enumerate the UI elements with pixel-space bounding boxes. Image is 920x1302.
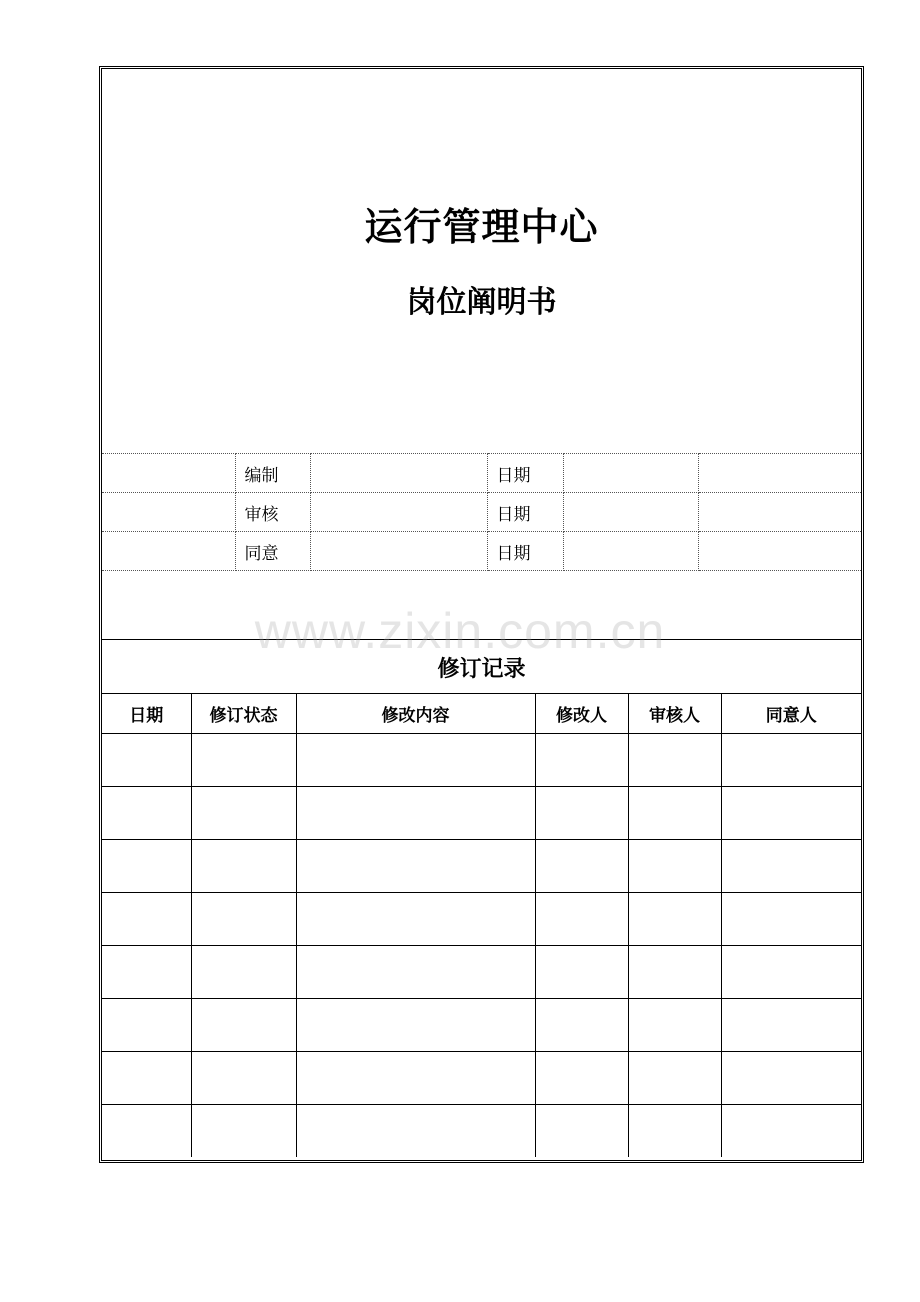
blank-cell <box>102 532 235 571</box>
date-label: 日期 <box>487 454 563 493</box>
signature-field[interactable] <box>310 454 487 493</box>
cover-section <box>102 69 861 640</box>
column-header: 同意人 <box>721 693 861 733</box>
table-cell[interactable] <box>535 786 628 839</box>
table-cell[interactable] <box>296 786 535 839</box>
table-row <box>102 1104 861 1157</box>
table-row <box>102 945 861 998</box>
table-cell[interactable] <box>102 945 191 998</box>
table-cell[interactable] <box>296 998 535 1051</box>
table-cell[interactable] <box>296 733 535 786</box>
table-cell[interactable] <box>191 998 296 1051</box>
table-row <box>102 1051 861 1104</box>
table-row <box>102 786 861 839</box>
sign-off-row <box>102 532 861 571</box>
document-subtitle: 岗位阐明书 <box>406 285 557 320</box>
table-cell[interactable] <box>628 733 721 786</box>
date-field[interactable] <box>563 532 698 571</box>
table-cell[interactable] <box>535 839 628 892</box>
signature-field[interactable] <box>310 493 487 532</box>
table-cell[interactable] <box>102 839 191 892</box>
table-row <box>102 839 861 892</box>
table-cell[interactable] <box>721 1104 861 1157</box>
date-field[interactable] <box>563 493 698 532</box>
table-cell[interactable] <box>191 1051 296 1104</box>
table-cell[interactable] <box>628 892 721 945</box>
revision-caption: 修订记录 <box>102 642 861 693</box>
table-cell[interactable] <box>535 1104 628 1157</box>
date-field[interactable] <box>563 454 698 493</box>
blank-cell <box>698 532 861 571</box>
role-label: 同意 <box>235 532 310 571</box>
table-cell[interactable] <box>721 786 861 839</box>
table-cell[interactable] <box>191 1104 296 1157</box>
table-cell[interactable] <box>191 892 296 945</box>
role-label: 审核 <box>235 493 310 532</box>
table-cell[interactable] <box>102 786 191 839</box>
revision-table <box>102 642 861 1157</box>
table-cell[interactable] <box>721 998 861 1051</box>
table-row <box>102 998 861 1051</box>
table-cell[interactable] <box>535 945 628 998</box>
date-label: 日期 <box>487 493 563 532</box>
column-header: 审核人 <box>628 693 721 733</box>
sign-off-row <box>102 493 861 532</box>
table-cell[interactable] <box>721 839 861 892</box>
table-cell[interactable] <box>628 998 721 1051</box>
table-cell[interactable] <box>535 733 628 786</box>
table-cell[interactable] <box>628 1104 721 1157</box>
table-cell[interactable] <box>296 945 535 998</box>
table-cell[interactable] <box>102 892 191 945</box>
table-cell[interactable] <box>535 998 628 1051</box>
blank-cell <box>102 493 235 532</box>
table-cell[interactable] <box>102 998 191 1051</box>
table-cell[interactable] <box>296 1051 535 1104</box>
column-header: 修改内容 <box>296 693 535 733</box>
table-cell[interactable] <box>296 892 535 945</box>
table-cell[interactable] <box>628 839 721 892</box>
table-cell[interactable] <box>191 945 296 998</box>
table-cell[interactable] <box>628 945 721 998</box>
table-cell[interactable] <box>628 786 721 839</box>
table-cell[interactable] <box>102 733 191 786</box>
watermark: www.zixin.com.cn <box>254 603 666 659</box>
table-cell[interactable] <box>721 1051 861 1104</box>
table-cell[interactable] <box>535 1051 628 1104</box>
table-cell[interactable] <box>191 839 296 892</box>
table-cell[interactable] <box>721 945 861 998</box>
signature-field[interactable] <box>310 532 487 571</box>
revision-header-row <box>102 693 861 733</box>
table-cell[interactable] <box>191 786 296 839</box>
table-cell[interactable] <box>628 1051 721 1104</box>
table-cell[interactable] <box>296 1104 535 1157</box>
blank-cell <box>102 454 235 493</box>
revision-record-section <box>102 642 861 1157</box>
document-title: 运行管理中心 <box>364 205 599 249</box>
column-header: 日期 <box>102 693 191 733</box>
table-cell[interactable] <box>102 1051 191 1104</box>
blank-cell <box>698 454 861 493</box>
blank-cell <box>698 493 861 532</box>
table-cell[interactable] <box>191 733 296 786</box>
table-row <box>102 892 861 945</box>
table-cell[interactable] <box>535 892 628 945</box>
sign-off-table <box>102 453 861 571</box>
date-label: 日期 <box>487 532 563 571</box>
sign-off-row <box>102 454 861 493</box>
table-cell[interactable] <box>721 892 861 945</box>
table-cell[interactable] <box>721 733 861 786</box>
table-cell[interactable] <box>102 1104 191 1157</box>
column-header: 修改人 <box>535 693 628 733</box>
table-row <box>102 733 861 786</box>
table-cell[interactable] <box>296 839 535 892</box>
column-header: 修订状态 <box>191 693 296 733</box>
role-label: 编制 <box>235 454 310 493</box>
section-divider <box>102 639 861 640</box>
